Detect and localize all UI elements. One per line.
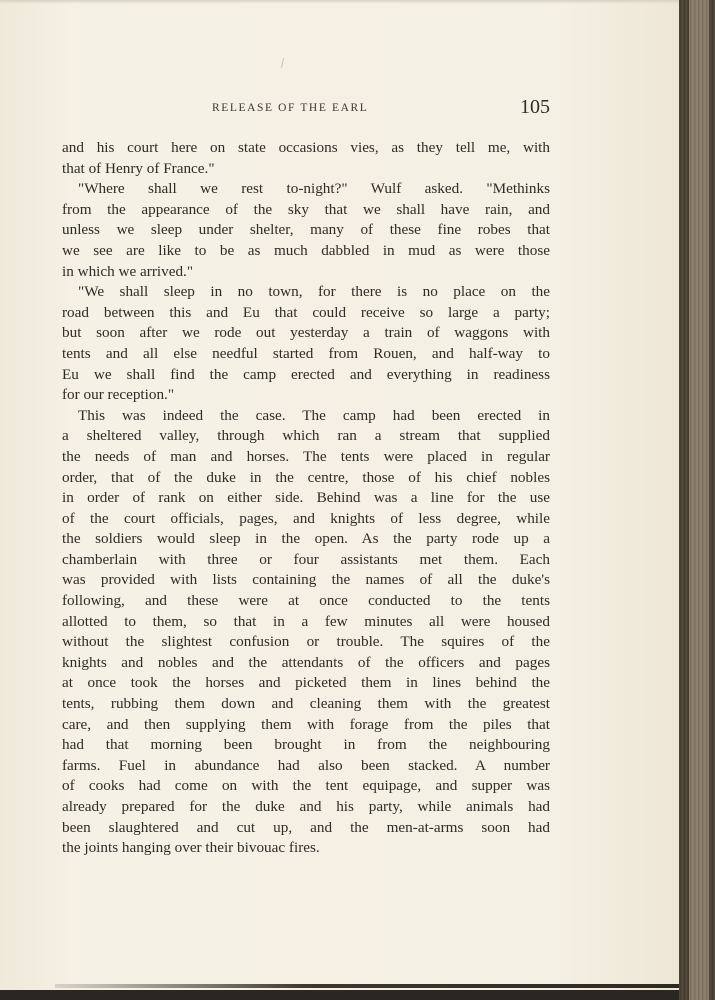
text-line: from the appearance of the sky that we shall have rain, and <box>62 200 550 218</box>
text-line: in which we arrived." <box>62 262 194 280</box>
text-line: that of Henry of France." <box>62 159 215 177</box>
text-line: a sheltered valley, through which ran a stream that supplied <box>62 427 550 445</box>
text-line: chamberlain with three or four assistants met them. Each <box>62 550 550 568</box>
text-line: tents, rubbing them down and cleaning them with the greatest <box>62 695 550 713</box>
text-line: knights and nobles and the attendants of the officers and pages <box>62 653 550 671</box>
text-line: the needs of man and horses. The tents were placed in regular <box>62 447 550 465</box>
page-stack-edge <box>679 0 715 1000</box>
text-line: "We shall sleep in no town, for there is no place on the <box>78 283 550 301</box>
text-line: tents and all else needful started from Rouen, and half-way to <box>62 344 550 362</box>
text-line: care, and then supplying them with forage from the piles that <box>62 715 550 733</box>
text-line: farms. Fuel in abundance had also been stacked. A number <box>62 756 550 774</box>
text-line: unless we sleep under shelter, many of these fine robes that <box>62 221 550 239</box>
body-text <box>62 138 550 859</box>
page-number: 105 <box>520 96 550 118</box>
text-line: order, that of the duke in the centre, those of his chief nobles <box>62 468 550 486</box>
pencil-mark <box>281 58 284 68</box>
text-line: but soon after we rode out yesterday a train of waggons with <box>62 324 550 342</box>
text-line: was provided with lists containing the names of all the duke's <box>62 571 550 589</box>
text-line: following, and these were at once conducted to the tents <box>62 592 550 610</box>
text-line: we see are like to be as much dabbled in mud as were those <box>62 241 550 259</box>
text-line: had that morning been brought in from the neighbouring <box>62 736 550 754</box>
text-line: This was indeed the case. The camp had been erected in <box>78 406 550 424</box>
page-bottom-shadow <box>55 984 685 988</box>
text-line: of the court officials, pages, and knights of less degree, while <box>62 509 550 527</box>
text-line: the soldiers would sleep in the open. As the party rode up a <box>62 530 550 548</box>
text-line: been slaughtered and cut up, and the men-at-arms soon had <box>62 818 550 836</box>
text-line: without the slightest confusion or trouble. The squires of the <box>62 633 550 651</box>
text-line: allotted to them, so that in a few minutes all were housed <box>62 612 550 630</box>
text-line: road between this and Eu that could receive so large a party; <box>62 303 550 321</box>
text-line: of cooks had come on with the tent equipage, and supper was <box>62 777 550 795</box>
text-line: for our reception." <box>62 386 175 404</box>
text-line: already prepared for the duke and his party, while animals had <box>62 798 550 815</box>
text-line: "Where shall we rest to-night?" Wulf asked. "Methinks <box>78 180 550 198</box>
text-line: in order of rank on either side. Behind was a line for the use <box>62 489 550 507</box>
text-line: at once took the horses and picketed them in lines behind the <box>62 674 550 692</box>
page-top-shadow <box>0 0 690 4</box>
page-stack-inner <box>689 0 709 1000</box>
running-head: RELEASE OF THE EARL <box>212 102 369 114</box>
page-header <box>62 96 550 120</box>
text-line: the joints hanging over their bivouac fires. <box>62 839 320 857</box>
text-line: Eu we shall find the camp erected and everything in readiness <box>62 365 550 383</box>
text-line: and his court here on state occasions vies, as they tell me, with <box>62 139 550 156</box>
